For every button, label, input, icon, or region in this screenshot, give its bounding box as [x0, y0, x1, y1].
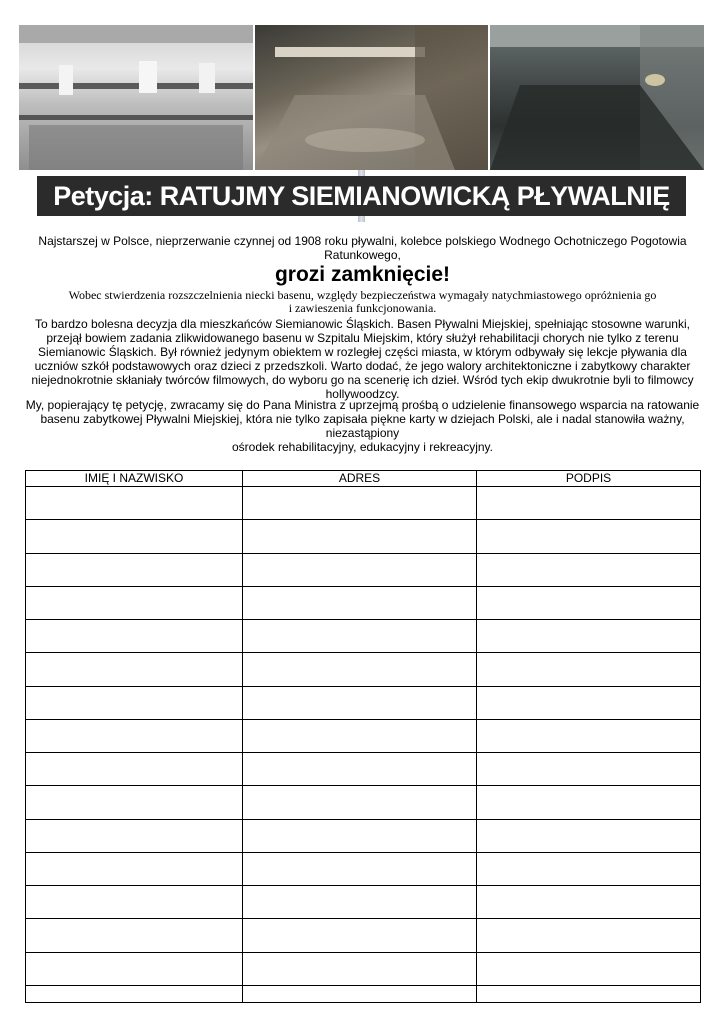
signature-cell-name[interactable] — [26, 985, 243, 1002]
column-header-signature: PODPIS — [477, 471, 701, 487]
signature-cell-address[interactable] — [243, 753, 477, 786]
photo-empty-basin — [255, 25, 488, 170]
signature-cell-signature[interactable] — [477, 819, 701, 852]
signature-cell-address[interactable] — [243, 653, 477, 686]
signature-cell-address[interactable] — [243, 586, 477, 619]
signature-cell-name[interactable] — [26, 786, 243, 819]
signature-row — [26, 653, 701, 686]
signature-row — [26, 620, 701, 653]
signature-row — [26, 553, 701, 586]
signature-row — [26, 786, 701, 819]
signature-row — [26, 952, 701, 985]
signature-row — [26, 753, 701, 786]
signature-cell-address[interactable] — [243, 952, 477, 985]
signature-cell-address[interactable] — [243, 985, 477, 1002]
signature-cell-address[interactable] — [243, 886, 477, 919]
signature-cell-signature[interactable] — [477, 919, 701, 952]
table-header-row — [26, 471, 701, 487]
column-header-address: ADRES — [243, 471, 477, 487]
signature-cell-signature[interactable] — [477, 952, 701, 985]
safety-notice-line-1: Wobec stwierdzenia rozszczelnienia niecki basenu, względy bezpieczeństwa wymagały natychmiastowego opróżnienia go — [68, 288, 657, 302]
signature-cell-name[interactable] — [26, 819, 243, 852]
signature-cell-signature[interactable] — [477, 520, 701, 553]
signature-cell-name[interactable] — [26, 586, 243, 619]
photo-pool-hall — [19, 25, 253, 170]
signature-cell-address[interactable] — [243, 852, 477, 885]
signature-cell-name[interactable] — [26, 919, 243, 952]
signature-cell-signature[interactable] — [477, 553, 701, 586]
signature-cell-name[interactable] — [26, 886, 243, 919]
photo-dark-basin — [490, 25, 704, 170]
signature-cell-address[interactable] — [243, 919, 477, 952]
signature-cell-name[interactable] — [26, 852, 243, 885]
signature-row — [26, 686, 701, 719]
petition-title: Petycja: RATUJMY SIEMIANOWICKĄ PŁYWALNIĘ — [53, 180, 670, 211]
signature-cell-name[interactable] — [26, 686, 243, 719]
signature-cell-name[interactable] — [26, 520, 243, 553]
signature-cell-name[interactable] — [26, 553, 243, 586]
signature-row — [26, 819, 701, 852]
signature-cell-signature[interactable] — [477, 653, 701, 686]
signature-cell-signature[interactable] — [477, 753, 701, 786]
headline: grozi zamknięcie! — [274, 263, 451, 286]
signature-cell-signature[interactable] — [477, 719, 701, 752]
signature-cell-name[interactable] — [26, 719, 243, 752]
intro-text: Najstarszej w Polsce, nieprzerwanie czynnej od 1908 roku pływalni, kolebce polskiego Wodnego Ochotniczego Pogotowia Ratunkowego, — [38, 234, 687, 262]
signature-cell-name[interactable] — [26, 753, 243, 786]
signature-cell-address[interactable] — [243, 553, 477, 586]
signature-cell-address[interactable] — [243, 719, 477, 752]
signature-cell-signature[interactable] — [477, 586, 701, 619]
signature-cell-name[interactable] — [26, 620, 243, 653]
signature-row — [26, 852, 701, 885]
signature-cell-signature[interactable] — [477, 686, 701, 719]
signature-cell-address[interactable] — [243, 520, 477, 553]
signature-row — [26, 985, 701, 1002]
petition-title-banner — [37, 176, 686, 216]
safety-notice — [25, 289, 700, 315]
signature-cell-address[interactable] — [243, 686, 477, 719]
empty-basin-illustration — [255, 25, 488, 170]
column-header-name: IMIĘ I NAZWISKO — [26, 471, 243, 487]
signature-cell-signature[interactable] — [477, 985, 701, 1002]
appeal-paragraph — [18, 398, 707, 454]
safety-notice-line-2: i zawieszenia funkcjonowania. — [288, 301, 437, 315]
signature-cell-address[interactable] — [243, 487, 477, 520]
signature-cell-name[interactable] — [26, 653, 243, 686]
signature-row — [26, 487, 701, 520]
description-paragraph: To bardzo bolesna decyzja dla mieszkańców Siemianowic Śląskich. Basen Pływalni Miejskiej, spełniając stosowne warunki, przejął bowiem zadania zlikwidowanego basenu w Szpitalu Miejskim, który służył rehabilitacji chorych nie tylko z terenu Siemianowic Śląskich. Był również jedynym obiektem w rozległej części miasta, w którym odbywały się lekcje pływania dla uczniów szkół podstawowych oraz dzieci z przedszkoli. Warto dodać, że jego walory architektoniczne i zabytkowy charakter niejednokrotnie skłaniały twórców filmowych, do wyboru go na scenerię ich dzieł. Wśród tych ekip dwukrotnie byli to filmowcy hollywoodzcy. — [31, 317, 694, 401]
signature-cell-signature[interactable] — [477, 786, 701, 819]
signature-row — [26, 886, 701, 919]
signature-cell-address[interactable] — [243, 819, 477, 852]
signature-cell-address[interactable] — [243, 786, 477, 819]
pool-hall-illustration — [19, 25, 253, 170]
appeal-text: My, popierający tę petycję, zwracamy się do Pana Ministra z uprzejmą prośbą o udzielenie finansowego wsparcia na ratowanie basenu zabytkowej Pływalni Miejskiej, która nie tylko zapisała piękne karty w dziejach Polski, ale i nadal stanowiła ważny, niezastąpiony — [25, 398, 700, 440]
signature-row — [26, 919, 701, 952]
signature-cell-name[interactable] — [26, 487, 243, 520]
signature-cell-address[interactable] — [243, 620, 477, 653]
signature-cell-signature[interactable] — [477, 886, 701, 919]
signature-table — [25, 470, 701, 1003]
header-photo-strip — [19, 25, 704, 170]
signature-cell-name[interactable] — [26, 952, 243, 985]
signature-cell-signature[interactable] — [477, 620, 701, 653]
signature-row — [26, 586, 701, 619]
signature-row — [26, 520, 701, 553]
dark-basin-illustration — [490, 25, 704, 170]
signature-cell-signature[interactable] — [477, 852, 701, 885]
signature-row — [26, 719, 701, 752]
signature-cell-signature[interactable] — [477, 487, 701, 520]
appeal-text-end: ośrodek rehabilitacyjny, edukacyjny i rekreacyjny. — [231, 440, 493, 454]
